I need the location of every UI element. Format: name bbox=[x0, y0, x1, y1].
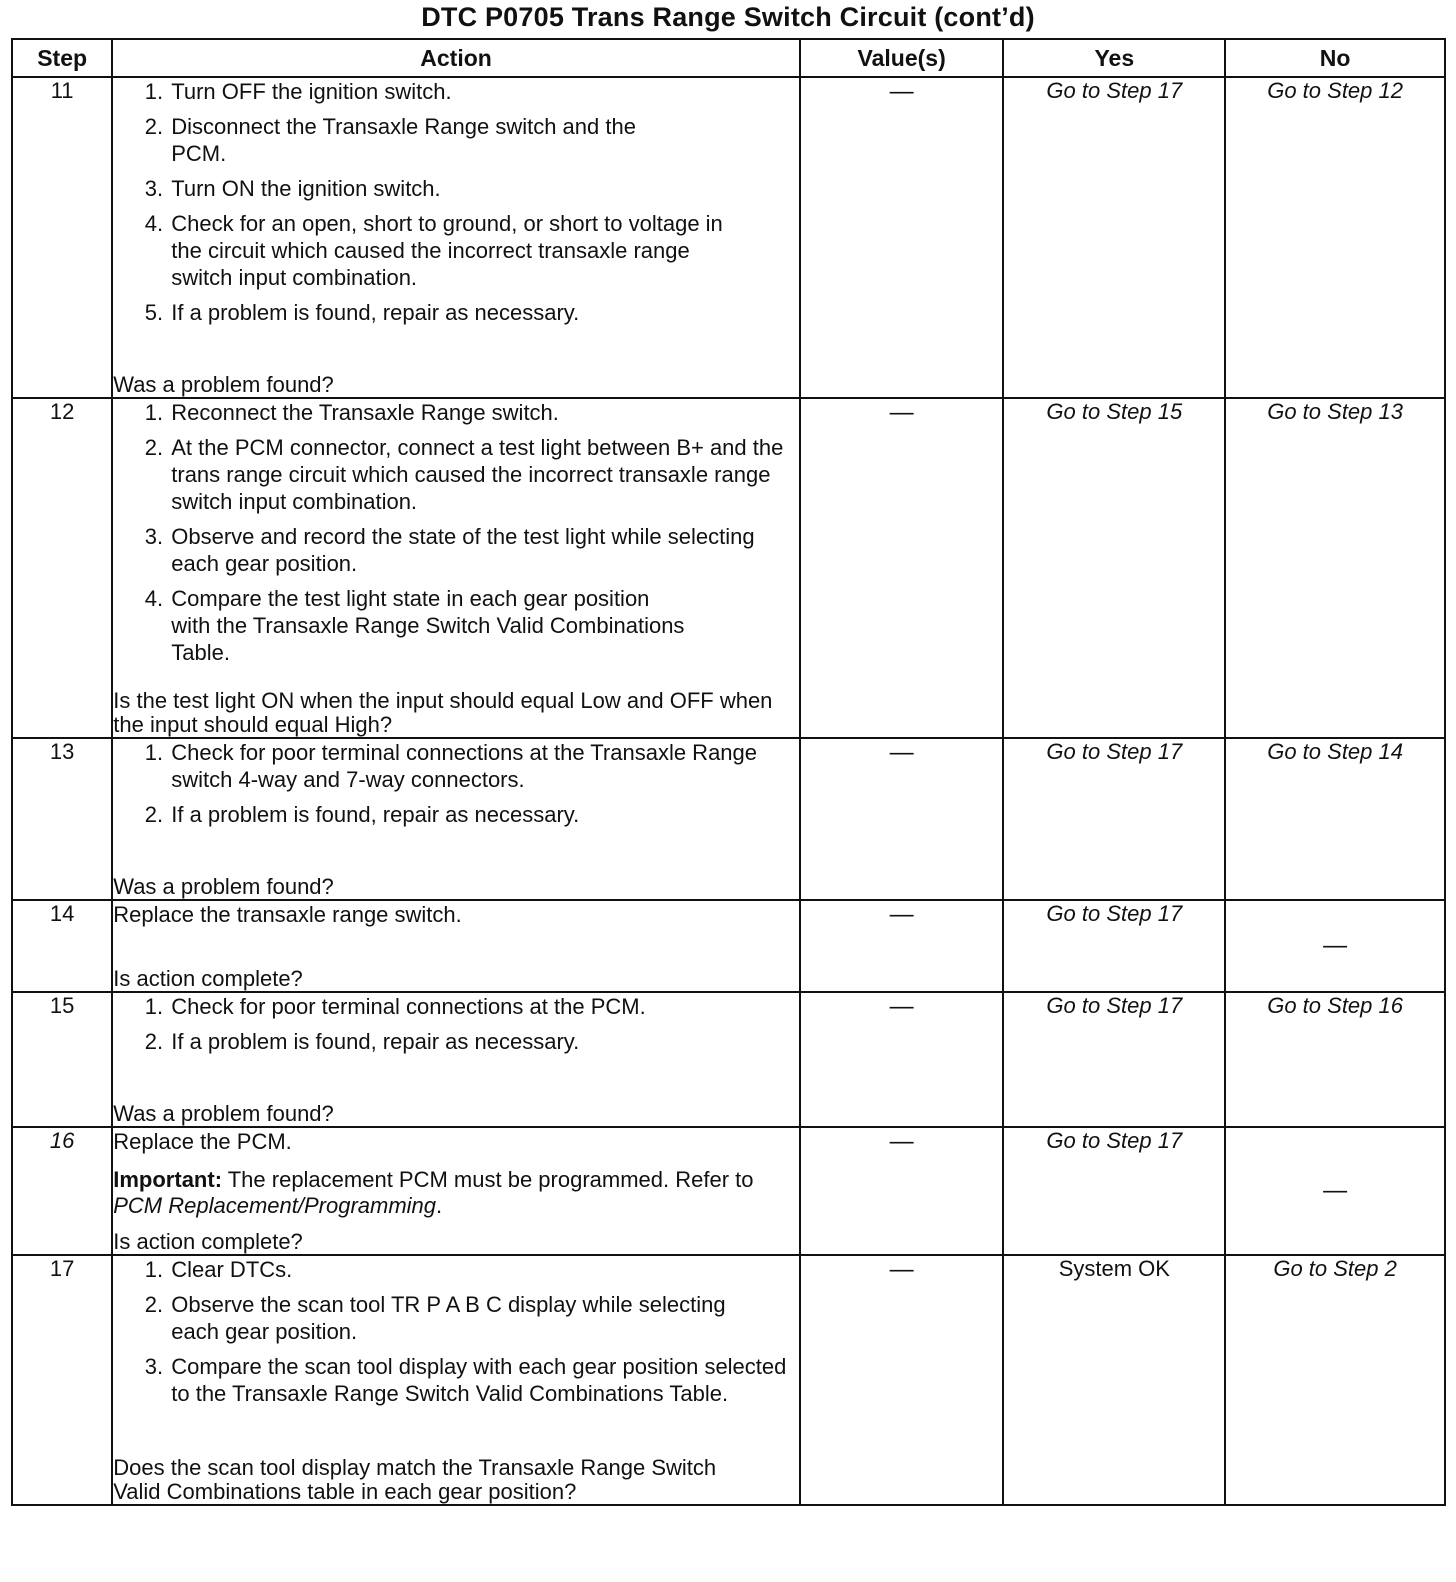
table-row bbox=[12, 1255, 1445, 1505]
reference-link[interactable]: PCM Replacement/Programming bbox=[113, 1192, 437, 1218]
header-step: Step bbox=[12, 39, 112, 77]
value-cell: — bbox=[800, 1127, 1004, 1255]
important-label: Important: bbox=[113, 1166, 223, 1192]
action-text: Replace the PCM. bbox=[113, 1129, 292, 1154]
action-cell bbox=[112, 77, 800, 398]
action-text: Replace the transaxle range switch. bbox=[113, 902, 462, 927]
list-item: 1. Check for poor terminal connections at the Transaxle Range switch 4-way and 7-way connectors. bbox=[169, 739, 799, 793]
diagnostic-table bbox=[11, 38, 1446, 1506]
action-cell bbox=[112, 992, 800, 1127]
value-cell: — bbox=[800, 1255, 1004, 1505]
list-item: 3. Turn ON the ignition switch. bbox=[169, 175, 799, 202]
header-values: Value(s) bbox=[800, 39, 1004, 77]
action-question: Was a problem found? bbox=[113, 372, 334, 397]
list-item: 2. If a problem is found, repair as necessary. bbox=[169, 801, 799, 828]
table-row bbox=[12, 398, 1445, 738]
no-cell: — bbox=[1225, 900, 1445, 992]
table-row bbox=[12, 77, 1445, 398]
page-title: DTC P0705 Trans Range Switch Circuit (cont’d) bbox=[421, 2, 1035, 32]
table-row bbox=[12, 1127, 1445, 1255]
value-cell: — bbox=[800, 398, 1004, 738]
step-number: 13 bbox=[12, 738, 112, 900]
list-item: 1. Check for poor terminal connections at the PCM. bbox=[169, 993, 799, 1020]
step-number: 16 bbox=[12, 1127, 112, 1255]
action-cell bbox=[112, 398, 800, 738]
action-cell bbox=[112, 1127, 800, 1255]
list-item: 2. At the PCM connector, connect a test light between B+ and the trans range circuit which caused the incorrect transaxle range switch input combination. bbox=[169, 434, 799, 515]
action-cell bbox=[112, 1255, 800, 1505]
no-cell: Go to Step 16 bbox=[1225, 992, 1445, 1127]
table-row bbox=[12, 900, 1445, 992]
yes-cell: Go to Step 17 bbox=[1003, 738, 1225, 900]
yes-cell: Go to Step 17 bbox=[1003, 77, 1225, 398]
step-number: 14 bbox=[12, 900, 112, 992]
list-item: 5. If a problem is found, repair as necessary. bbox=[169, 299, 799, 326]
no-cell: Go to Step 2 bbox=[1225, 1255, 1445, 1505]
no-cell: Go to Step 13 bbox=[1225, 398, 1445, 738]
yes-cell: Go to Step 17 bbox=[1003, 900, 1225, 992]
yes-cell: Go to Step 15 bbox=[1003, 398, 1225, 738]
list-item: 2. If a problem is found, repair as necessary. bbox=[169, 1028, 799, 1055]
list-item: 1. Reconnect the Transaxle Range switch. bbox=[169, 399, 799, 426]
yes-cell: System OK bbox=[1003, 1255, 1225, 1505]
step-number: 15 bbox=[12, 992, 112, 1127]
action-list bbox=[113, 78, 799, 334]
header-no: No bbox=[1225, 39, 1445, 77]
yes-cell: Go to Step 17 bbox=[1003, 1127, 1225, 1255]
list-item: 4. Check for an open, short to ground, or short to voltage in the circuit which caused the incorrect transaxle range switch input combination. bbox=[169, 210, 739, 291]
action-cell bbox=[112, 738, 800, 900]
action-list bbox=[113, 1256, 799, 1415]
step-number: 17 bbox=[12, 1255, 112, 1505]
action-list bbox=[113, 739, 799, 836]
action-question: Is action complete? bbox=[113, 966, 303, 991]
value-cell: — bbox=[800, 738, 1004, 900]
step-number: 11 bbox=[12, 77, 112, 398]
no-cell: Go to Step 12 bbox=[1225, 77, 1445, 398]
action-list bbox=[113, 993, 799, 1063]
list-item: 1. Clear DTCs. bbox=[169, 1256, 799, 1283]
action-question: Was a problem found? bbox=[113, 874, 334, 899]
action-question: Is the test light ON when the input should equal Low and OFF when the input should equal High? bbox=[113, 688, 773, 737]
action-cell bbox=[112, 900, 800, 992]
action-question: Is action complete? bbox=[113, 1229, 303, 1254]
header-row bbox=[12, 39, 1445, 77]
header-yes: Yes bbox=[1003, 39, 1225, 77]
list-item: 2. Disconnect the Transaxle Range switch and the PCM. bbox=[169, 113, 689, 167]
no-cell: — bbox=[1225, 1127, 1445, 1255]
step-number: 12 bbox=[12, 398, 112, 738]
value-cell: — bbox=[800, 77, 1004, 398]
list-item: 1. Turn OFF the ignition switch. bbox=[169, 78, 799, 105]
list-item: 3. Observe and record the state of the test light while selecting each gear position. bbox=[169, 523, 799, 577]
header-action: Action bbox=[112, 39, 800, 77]
value-cell: — bbox=[800, 992, 1004, 1127]
important-note: Important: The replacement PCM must be programmed. Refer to PCM Replacement/Programming. bbox=[113, 1166, 754, 1218]
no-cell: Go to Step 14 bbox=[1225, 738, 1445, 900]
action-question: Does the scan tool display match the Transaxle Range Switch Valid Combinations table in each gear position? bbox=[113, 1455, 717, 1504]
list-item: 3. Compare the scan tool display with each gear position selected to the Transaxle Range Switch Valid Combinations Table. bbox=[169, 1353, 799, 1407]
action-list bbox=[113, 399, 799, 674]
table-row bbox=[12, 738, 1445, 900]
list-item: 4. Compare the test light state in each gear position with the Transaxle Range Switch Valid Combinations Table. bbox=[169, 585, 689, 666]
value-cell: — bbox=[800, 900, 1004, 992]
action-question: Was a problem found? bbox=[113, 1101, 334, 1126]
table-row bbox=[12, 992, 1445, 1127]
yes-cell: Go to Step 17 bbox=[1003, 992, 1225, 1127]
list-item: 2. Observe the scan tool TR P A B C display while selecting each gear position. bbox=[169, 1291, 759, 1345]
